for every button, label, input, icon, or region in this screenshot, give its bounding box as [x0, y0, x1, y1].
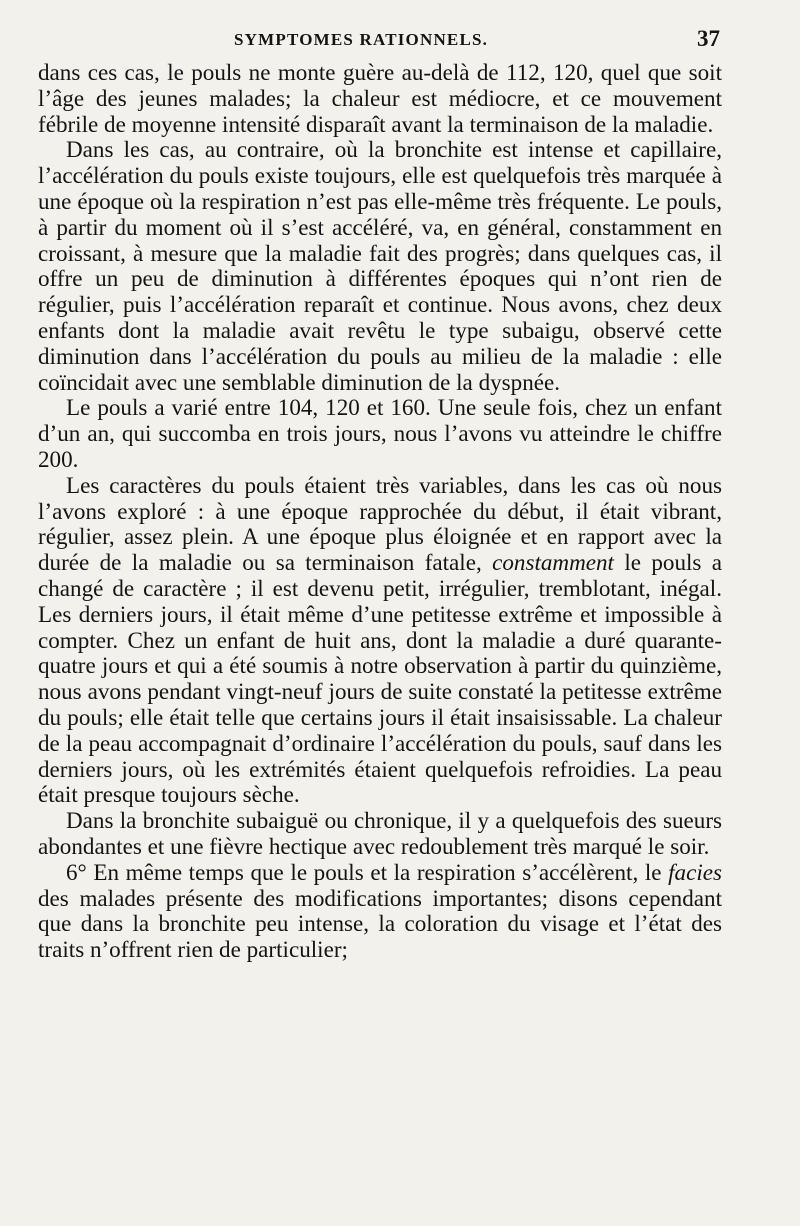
italic-term: constamment	[492, 549, 614, 576]
paragraph-subacute-bronchitis: Dans la bronchite subaiguë ou chronique, il y a quelquefois des sueurs abondantes et une fièvre hectique avec redoublement très marqué le soir.	[38, 807, 722, 859]
paragraph-capillary-bronchitis: Dans les cas, au contraire, où la bronchite est intense et capillaire, l’accélération du pouls existe toujours, elle est quelquefois très marquée à une époque où la respiration n’est pas elle-même très fréquente. Le pouls, à partir du moment où il s’est accéléré, va, en général, constamment en croissant, à mesure que la maladie fait des progrès; dans quelques cas, il offre un peu de diminution à différentes époques qui n’ont rien de régulier, puis l’accélération reparaît et continue. Nous avons, chez deux enfants dont la maladie avait revêtu le type subaigu, observé cette diminution dans l’accélération du pouls au milieu de la maladie : elle coïncidait avec une semblable diminution de la dyspnée.	[38, 136, 722, 395]
paragraph-text-before: 6° En même temps que le pouls et la respiration s’accélèrent, le	[66, 858, 669, 885]
italic-term: facies	[668, 858, 722, 885]
running-head	[38, 26, 720, 58]
paragraph-text-after: des malades présente des modifications importantes; disons cependant que dans la bronchite peu intense, la coloration du visage et l’état des traits n’offrent rien de particulier;	[38, 884, 722, 963]
paragraph-continuation: dans ces cas, le pouls ne monte guère au-delà de 112, 120, quel que soit l’âge des jeunes malades; la chaleur est médiocre, et ce mouvement fébrile de moyenne intensité disparaît avant la terminaison de la maladie.	[38, 59, 722, 137]
running-title: SYMPTOMES RATIONNELS.	[234, 30, 489, 49]
body-text	[38, 60, 722, 963]
paragraph-facies	[38, 860, 722, 963]
paragraph-text-after: le pouls a changé de caractère ; il est devenu petit, irrégulier, tremblotant, inégal. Les derniers jours, il était même d’une petitesse extrême et impossible à compter. Chez un enfant de huit ans, dont la maladie a duré quarante-quatre jours et qui a été soumis à notre observation à partir du quinzième, nous avons pendant vingt-neuf jours de suite constaté la petitesse extrême du pouls; elle était telle que certains jours il était insaisissable. La chaleur de la peau accompagnait d’ordinaire l’accélération du pouls, sauf dans les derniers jours, où les extrémités étaient quelquefois refroidies. La peau était presque toujours sèche.	[38, 549, 723, 808]
paragraph-pulse-characters	[38, 473, 722, 808]
paragraph-pulse-range: Le pouls a varié entre 104, 120 et 160. Une seule fois, chez un enfant d’un an, qui succomba en trois jours, nous l’avons vu atteindre le chiffre 200.	[38, 394, 722, 472]
page-number: 37	[697, 26, 720, 51]
paragraph-text-before: Les caractères du pouls étaient très variables, dans les cas où nous l’avons exploré : à une époque rapprochée du début, il était vibrant, régulier, assez plein. A une époque plus éloignée et en rapport avec la durée de la maladie ou sa terminaison fatale,	[38, 471, 722, 576]
